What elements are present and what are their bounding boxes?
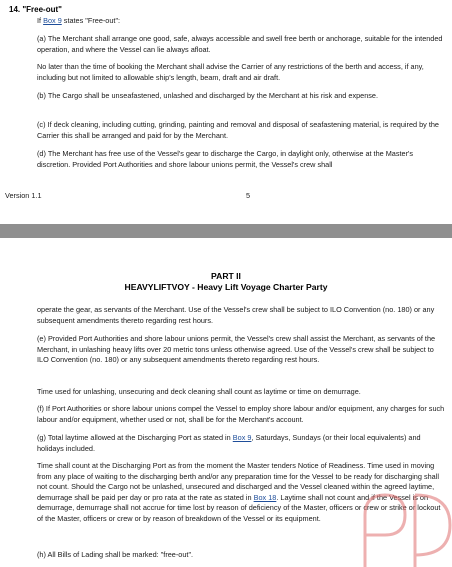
paragraph-d: (d) The Merchant has free use of the Vessel's gear to discharge the Cargo, in daylight only, otherwise at the Master's discretion. Provided Port Authorities and shore labour unions permit, the Vessel's crew shall (37, 149, 414, 169)
part-title: HEAVYLIFTVOY - Heavy Lift Voyage Charter Party (124, 282, 328, 292)
paragraph-g-after: , Saturdays, Sundays (or their local equivalents) and holidays included. (37, 433, 421, 453)
document-page-bottom (0, 238, 452, 567)
box-9-link-2[interactable]: Box 9 (232, 433, 252, 442)
paragraph-a: (a) The Merchant shall arrange one good, safe, always accessible and swell free berth or anchorage, suitable for the intended operation, and where the Vessel can lie always afloat. (37, 34, 443, 54)
paragraph-no-later: No later than the time of booking the Merchant shall advise the Carrier of any restrictions of the berth and access, if any, including but not limited to allowable ship's length, beam, draft and air draft. (37, 62, 424, 82)
paragraph-h: (h) All Bills of Lading shall be marked: "free-out". (37, 550, 194, 559)
footer-version: Version 1.1 (5, 191, 42, 200)
paragraph-e: (e) Provided Port Authorities and shore labour unions permit, the Vessel's crew shall assist the Merchant, as servants of the Merchant, in unlashing heavy lifts over 20 metric tons unless otherwise agreed. Use of the Vessel's crew shall be subject to ILO Convention (no. 180) or any subsequent amendments thereto regarding rest hours. (37, 334, 436, 365)
paragraph-time-count (37, 461, 447, 525)
footer-page-number: 5 (246, 191, 251, 200)
clause-intro-before: If (37, 16, 44, 25)
paragraph-g (37, 433, 447, 454)
paragraph-continued: operate the gear, as servants of the Merchant. Use of the Vessel's crew shall be subject to ILO Convention (no. 180) or any subsequent amendments thereto regarding rest hours. (37, 305, 435, 325)
box-9-link[interactable]: Box 9 (43, 16, 62, 25)
paragraph-time-used: Time used for unlashing, unsecuring and deck cleaning shall count as laytime or time on demurrage. (37, 387, 361, 396)
document-page-top (0, 0, 452, 224)
paragraph-time-count-before: Time shall count at the Discharging Port as from the moment the Master tenders Notice of Readiness. Time used in moving from any place of waiting to the discharging berth and/or any preparation time for the Vessel to be ready for discharging shall not count. Should the Cargo not be unlashed, unsecured and discharged and the Vessel cleaned within the agreed laytime, demurrage shall be paid per day or pro rata at the rate as stated in (37, 461, 439, 502)
paragraph-f: (f) If Port Authorities or shore labour unions compel the Vessel to employ shore labour and/or equipment, any charges for such labour and/or equipment, whether used or not, shall be for the Merchant's account. (37, 404, 445, 424)
paragraph-time-count-after: . Laytime shall not count and if the Vessel is on demurrage, demurrage shall not accrue for time lost by reason of deficiency of the Master, officers or crew or strike or lockout of the Master, officers or crew or by reason of breakdown of the Vessel or its equipment. (37, 492, 441, 523)
clause-intro-after: states "Free-out": (61, 16, 121, 25)
box-18-link[interactable]: Box 18 (253, 492, 277, 502)
paragraph-b: (b) The Cargo shall be unseafastened, unlashed and discharged by the Merchant at his risk and expense. (37, 91, 379, 100)
clause-heading: 14. "Free-out" (9, 5, 62, 14)
paragraph-g-before: (g) Total laytime allowed at the Discharging Port as stated in (37, 433, 233, 442)
paragraph-c: (c) If deck cleaning, including cutting, grinding, painting and removal and disposal of seafastening material, is required by the Carrier this shall be arranged and paid for by the Merchant. (37, 120, 439, 140)
page-separator (0, 224, 452, 238)
clause-intro (37, 16, 447, 27)
part-label: PART II (211, 271, 241, 281)
